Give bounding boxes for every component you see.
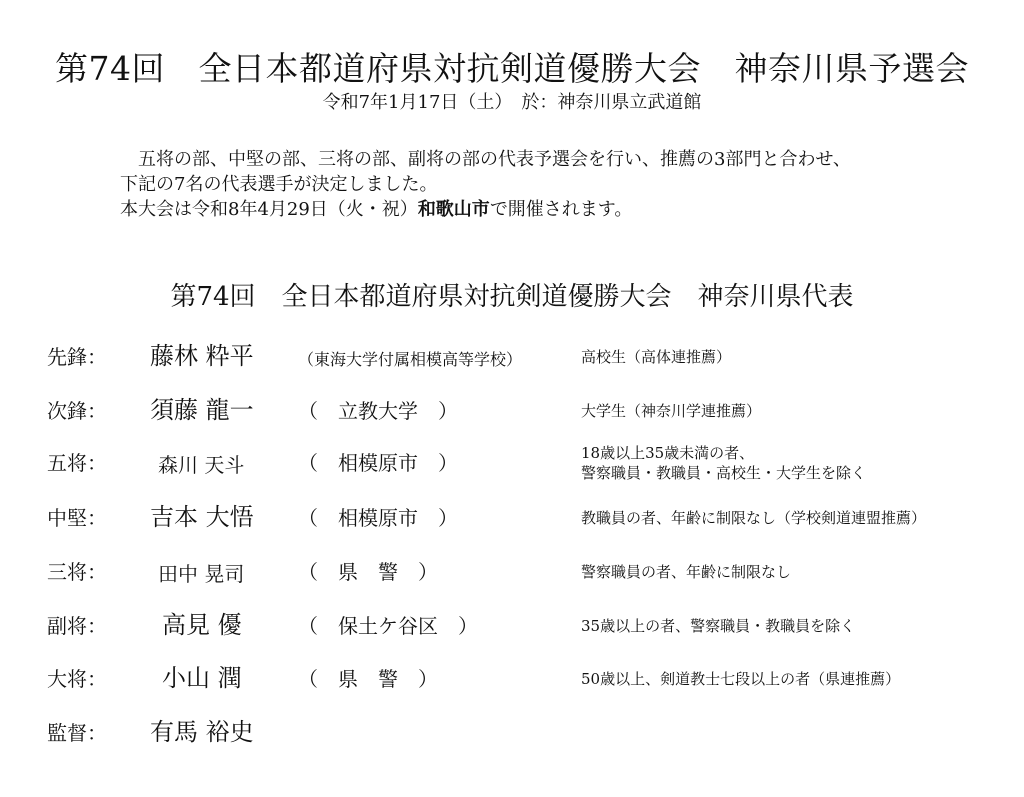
player-affiliation: （ 相模原市 ） (298, 506, 458, 530)
position-label: 次鋒： (47, 399, 107, 423)
roster-row-kantoku (0, 713, 1024, 753)
player-name: 吉本 大悟 (150, 503, 254, 531)
intro-line-3-post: で開催されます。 (489, 199, 633, 220)
position-label: 三将： (47, 560, 107, 584)
intro-line-3-pre: 本大会は令和8年4月29日（火・祝） (120, 199, 418, 220)
player-affiliation: （ 県 警 ） (298, 560, 438, 584)
player-name: 森川 天斗 (158, 453, 245, 477)
intro-line-1: 五将の部、中堅の部、三将の部、副将の部の代表予選会を行い、推薦の3部門と合わせ、 (138, 149, 851, 170)
roster-row-sansho (0, 552, 1024, 592)
selection-note: 警察職員の者、年齢に制限なし (581, 563, 792, 581)
page-title: 第74回 全日本都道府県対抗剣道優勝大会 神奈川県予選会 (55, 49, 969, 88)
position-label: 監督： (47, 721, 107, 745)
selection-note: 50歳以上、剣道教士七段以上の者（県連推薦） (581, 670, 901, 688)
player-name: 高見 優 (162, 611, 242, 639)
player-affiliation: （東海大学付属相模高等学校） (298, 350, 523, 369)
player-affiliation: （ 相模原市 ） (298, 451, 458, 475)
player-name: 田中 晃司 (158, 562, 245, 586)
player-name: 須藤 龍一 (150, 396, 254, 424)
event-date-venue: 令和7年1月17日（土） 於：神奈川県立武道館 (322, 92, 702, 113)
intro-host-city: 和歌山市 (417, 199, 490, 220)
selection-note: 高校生（高体連推薦） (581, 348, 732, 366)
roster-row-jiho (0, 391, 1024, 431)
player-affiliation: （ 保土ケ谷区 ） (298, 614, 478, 638)
intro-line-2: 下記の7名の代表選手が決定しました。 (120, 174, 438, 195)
position-label: 副将： (47, 614, 107, 638)
roster-row-taisho (0, 659, 1024, 699)
selection-note (581, 443, 866, 483)
selection-note-line-1: 18歳以上35歳未満の者、 (581, 444, 755, 462)
position-label: 大将： (47, 667, 107, 691)
manager-name: 有馬 裕史 (150, 718, 254, 746)
player-affiliation: （ 立教大学 ） (298, 399, 458, 423)
position-label: 五将： (47, 451, 107, 475)
intro-paragraph (120, 147, 1010, 222)
roster-row-gosho (0, 443, 1024, 483)
selection-note: 大学生（神奈川学連推薦） (581, 402, 762, 420)
roster-row-fukusho (0, 606, 1024, 646)
player-name: 藤林 粋平 (150, 342, 254, 370)
selection-note: 教職員の者、年齢に制限なし（学校剣道連盟推薦） (581, 509, 927, 527)
position-label: 先鋒： (47, 345, 107, 369)
selection-note: 35歳以上の者、警察職員・教職員を除く (581, 617, 856, 635)
roster-title: 第74回 全日本都道府県対抗剣道優勝大会 神奈川県代表 (170, 282, 854, 312)
roster-row-chuken (0, 498, 1024, 538)
position-label: 中堅： (47, 506, 107, 530)
player-name: 小山 潤 (162, 664, 242, 692)
intro-line-3 (120, 197, 1010, 222)
selection-note-line-2: 警察職員・教職員・高校生・大学生を除く (581, 464, 867, 482)
roster-row-senpo (0, 337, 1024, 377)
player-affiliation: （ 県 警 ） (298, 667, 438, 691)
